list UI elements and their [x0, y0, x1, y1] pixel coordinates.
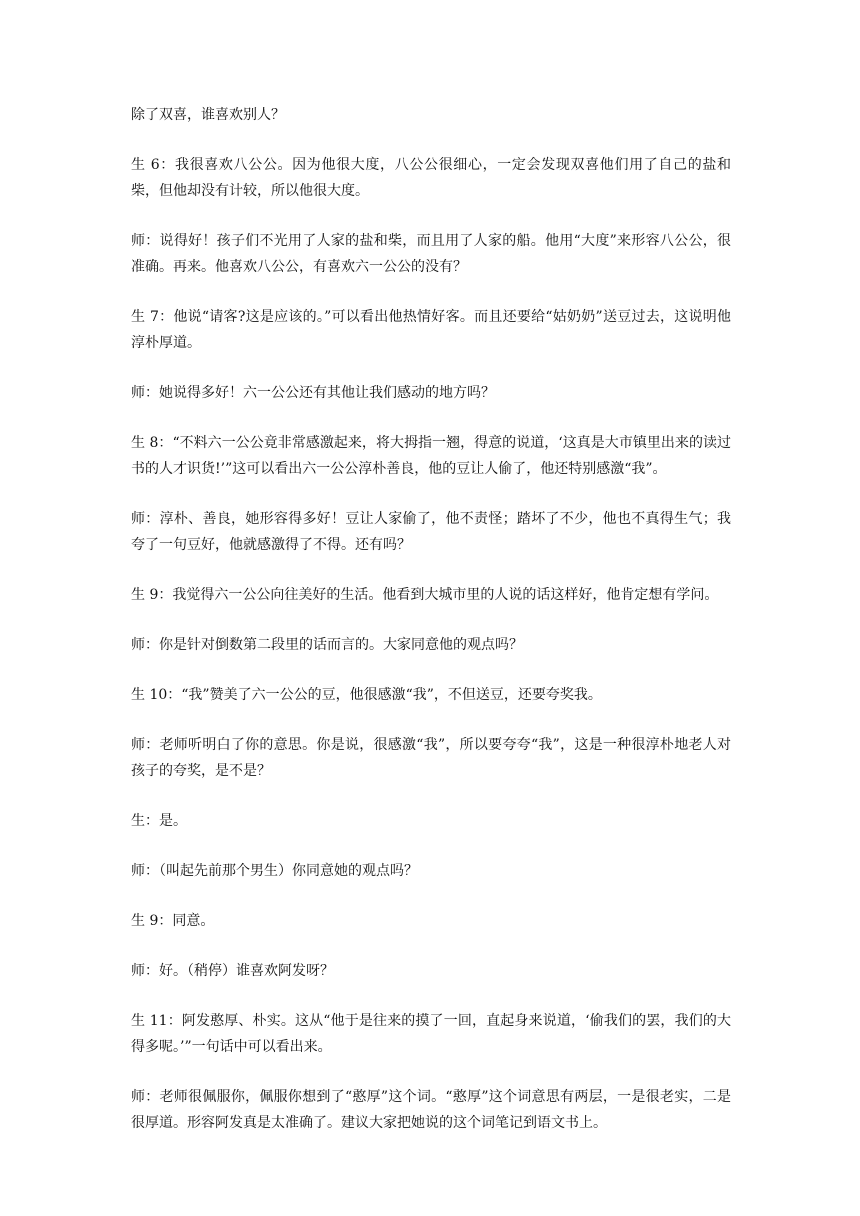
paragraph-1: 除了双喜，谁喜欢别人？: [131, 107, 285, 123]
paragraph-15: 师：好。（稍停）谁喜欢阿发呀？: [131, 963, 334, 979]
paragraph-11: 师：老师听明白了你的意思。你是说，很感激“我”，所以要夸夸“我”，这是一种很淳朴地老人对孩子的夸奖，是不是？: [131, 737, 731, 779]
paragraph-16: 生 11：阿发憨厚、朴实。这从“他于是往来的摸了一回，直起身来说道，‘偷我们的罢，我们的大得多呢。’”一句话中可以看出来。: [131, 1013, 731, 1055]
paragraph-10: 生 10：“我”赞美了六一公公的豆，他很感激“我”，不但送豆，还要夸奖我。: [131, 687, 602, 703]
paragraph-5: 师：她说得多好！六一公公还有其他让我们感动的地方吗？: [131, 385, 495, 401]
paragraph-3: 师：说得好！孩子们不光用了人家的盐和柴，而且用了人家的船。他用“大度”来形容八公公，很准确。再来。他喜欢八公公，有喜欢六一公公的没有？: [131, 233, 731, 275]
paragraph-12: 生：是。: [131, 813, 187, 829]
paragraph-13: 师：（叫起先前那个男生）你同意她的观点吗？: [131, 863, 418, 879]
paragraph-4: 生 7：他说“请客?这是应该的。”可以看出他热情好客。而且还要给“姑奶奶”送豆过去，这说明他淳朴厚道。: [131, 309, 731, 351]
paragraph-7: 师：淳朴、善良，她形容得多好！豆让人家偷了，他不责怪；踏坏了不少，他也不真得生气；我夸了一句豆好，他就感激得了不得。还有吗？: [131, 511, 731, 553]
paragraph-8: 生 9：我觉得六一公公向往美好的生活。他看到大城市里的人说的话这样好，他肯定想有学问。: [131, 587, 719, 603]
paragraph-17: 师：老师很佩服你，佩服你想到了“憨厚”这个词。“憨厚”这个词意思有两层，一是很老实，二是很厚道。形容阿发真是太准确了。建议大家把她说的这个词笔记到语文书上。: [131, 1089, 731, 1131]
paragraph-6: 生 8：“不料六一公公竟非常感激起来，将大拇指一翘，得意的说道，‘这真是大市镇里出来的读过书的人才识货!’”这可以看出六一公公淳朴善良，他的豆让人偷了，他还特别感激“我”。: [131, 435, 731, 477]
paragraph-9: 师：你是针对倒数第二段里的话而言的。大家同意他的观点吗？: [131, 637, 523, 653]
paragraph-2: 生 6：我很喜欢八公公。因为他很大度，八公公很细心，一定会发现双喜他们用了自己的盐和柴，但他却没有计较，所以他很大度。: [131, 157, 731, 199]
paragraph-14: 生 9：同意。: [131, 913, 215, 929]
document-page: [131, 102, 731, 1160]
